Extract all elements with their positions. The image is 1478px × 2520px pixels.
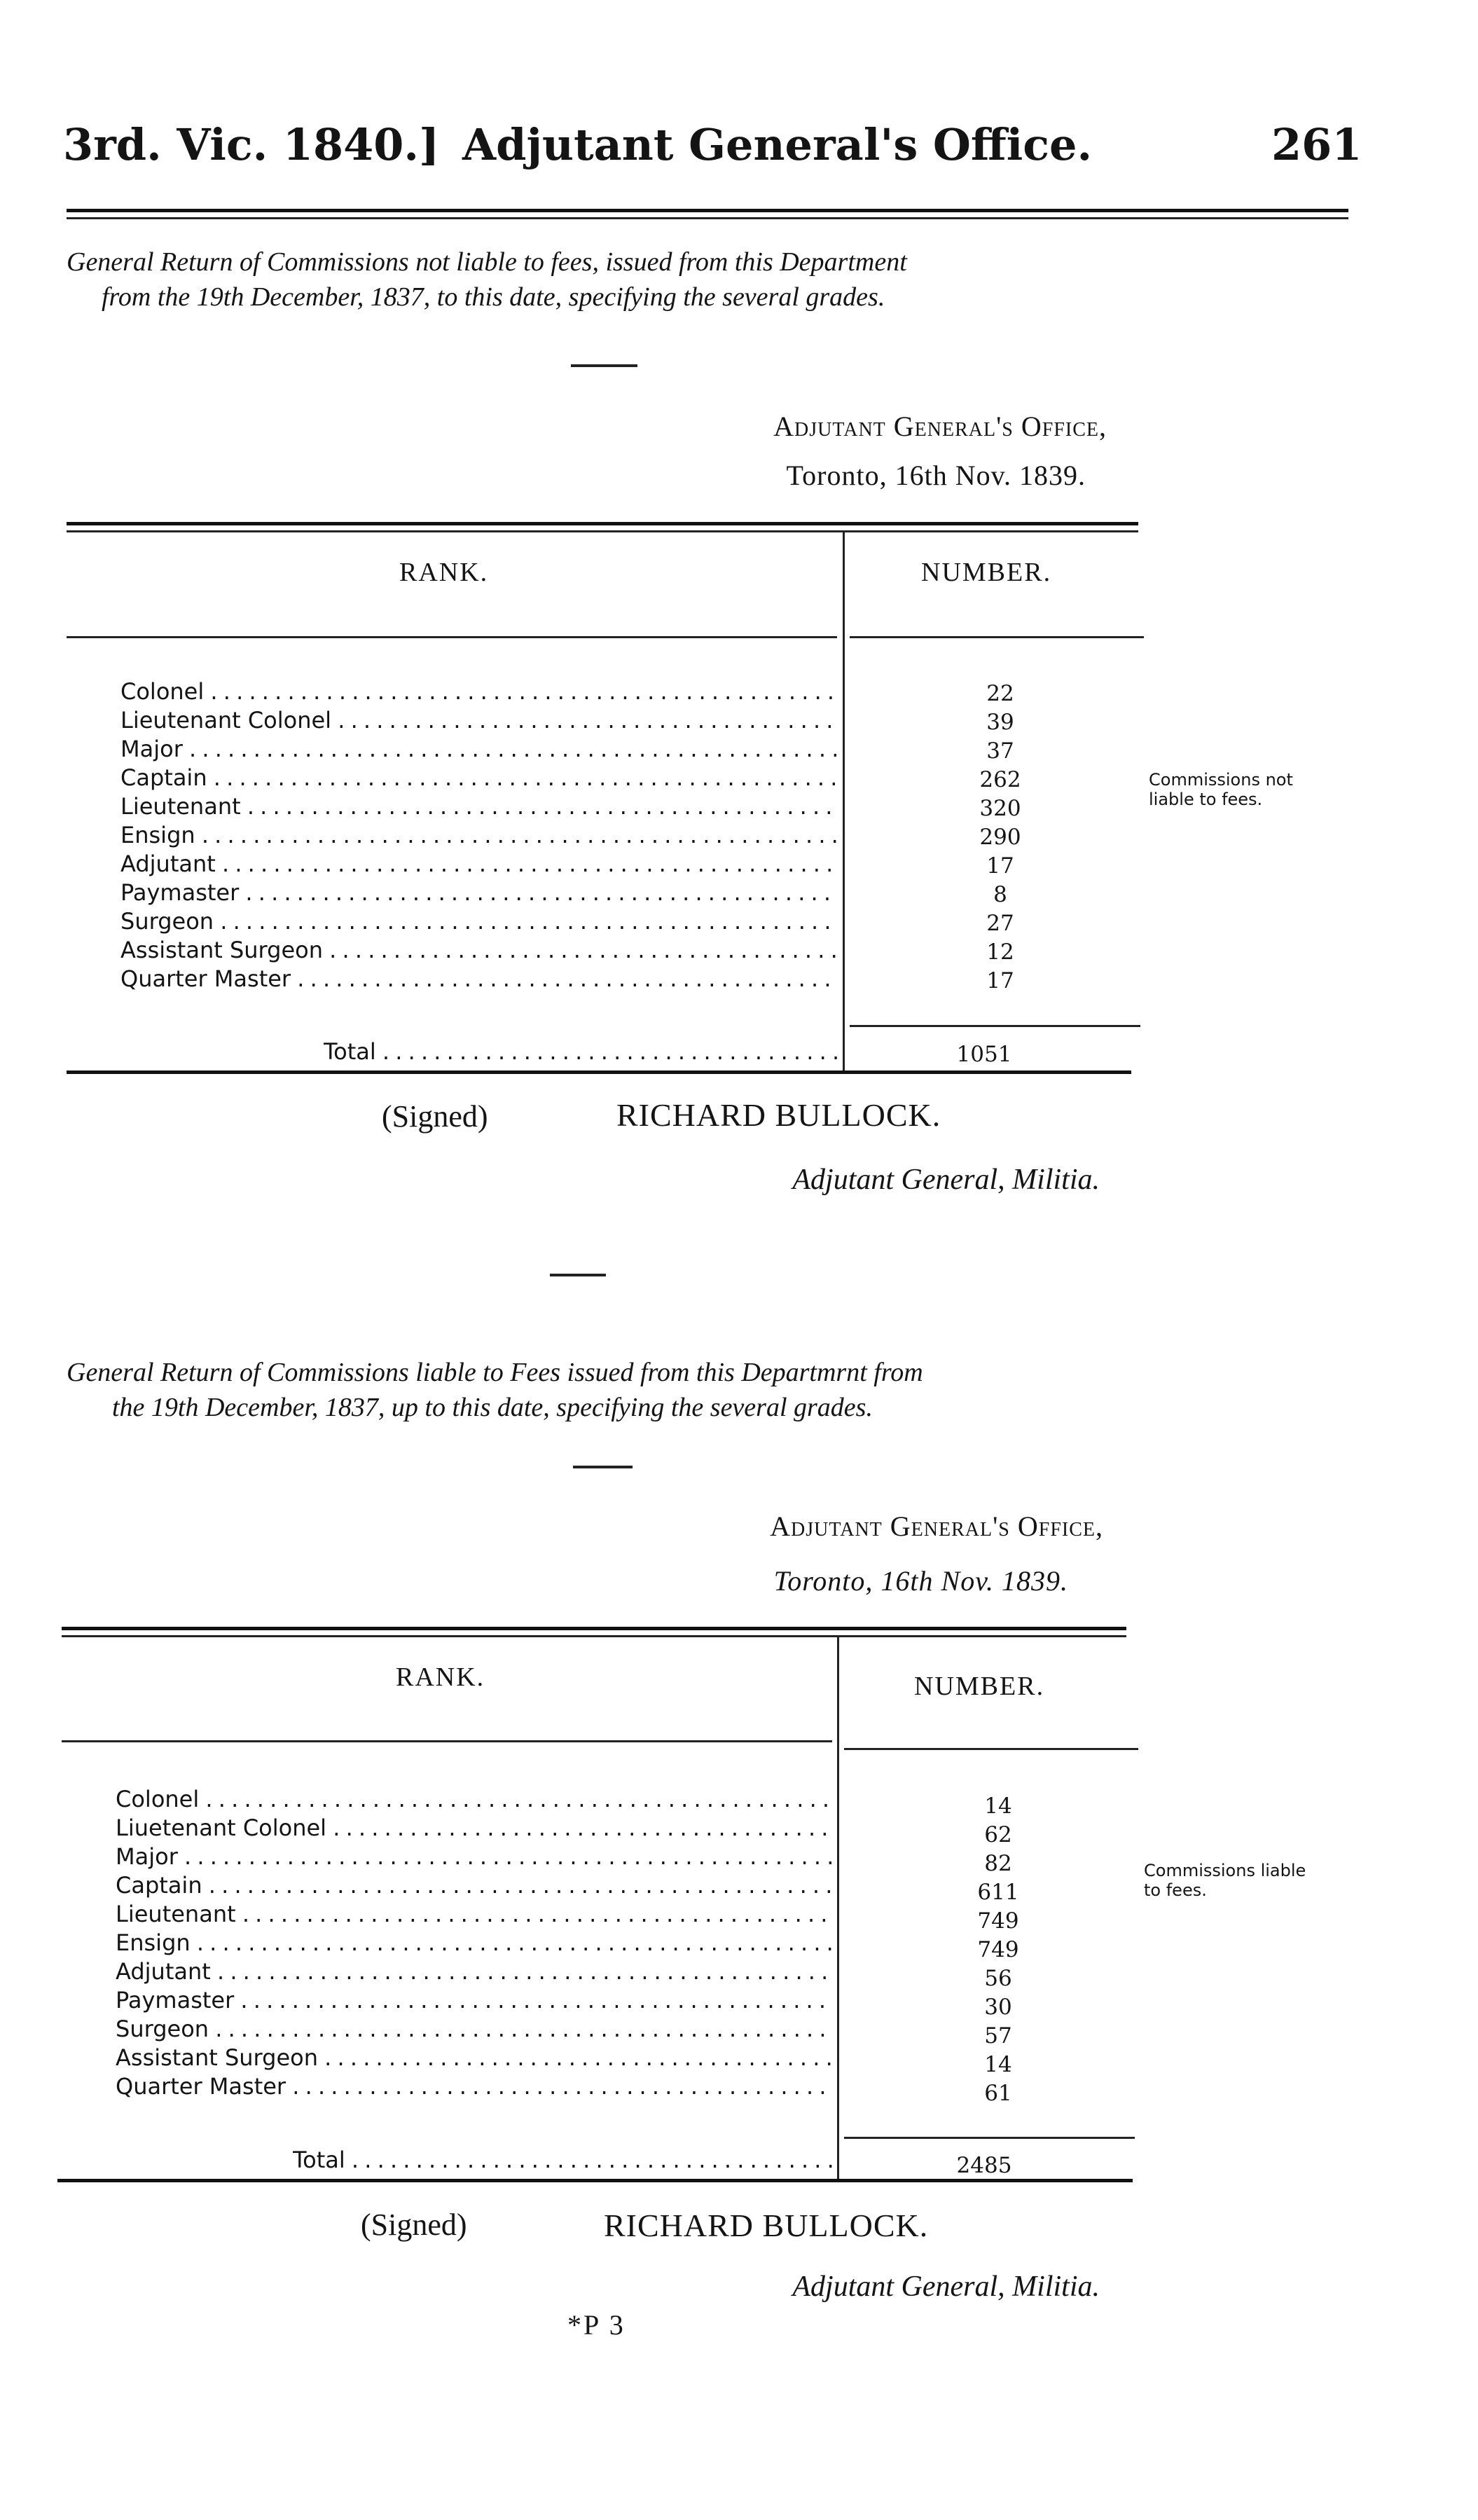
row-rank: Colonel . . . — [116, 1786, 834, 1812]
row-number: 611 — [977, 1880, 1019, 1905]
table-row — [120, 763, 838, 792]
table-row — [116, 1928, 834, 1957]
section-separator-dash — [550, 1274, 606, 1276]
page-number: 261 — [1271, 119, 1362, 170]
section2-signer: RICHARD BULLOCK. — [604, 2208, 929, 2243]
table-row — [120, 964, 838, 993]
section2-header-rule-left — [62, 1740, 832, 1742]
row-rank: Lieutenant Colonel . . . — [120, 707, 838, 734]
row-number: 749 — [977, 1908, 1019, 1934]
table-row — [116, 2072, 834, 2101]
signature-mark: *P 3 — [567, 2309, 626, 2341]
table-row — [116, 2043, 834, 2072]
section1-total-value: 1051 — [956, 1042, 1012, 1067]
table-row — [120, 705, 838, 735]
section1-header-rule-right — [850, 636, 1144, 638]
section2-table-top-rule-thin — [62, 1635, 1126, 1637]
row-rank: Lieutenant . . . — [120, 793, 838, 820]
header-rule-thick — [67, 209, 1348, 212]
section1-total-rule — [850, 1025, 1140, 1027]
section2-side-note-line2: to fees. — [1144, 1880, 1207, 1900]
row-rank: Captain . . . — [120, 764, 838, 791]
row-rank: Surgeon . . . — [120, 908, 838, 935]
section2-header-rule-right — [844, 1748, 1138, 1750]
section2-rank-header: RANK. — [396, 1662, 485, 1692]
section2-signer-title: Adjutant General, Militia. — [792, 2271, 1100, 2303]
row-number: 61 — [984, 2081, 1012, 2106]
row-rank: Major . . . — [116, 1843, 834, 1870]
section1-place-date: Toronto, 16th Nov. 1839. — [786, 460, 1086, 491]
row-rank: Colonel . . . — [120, 678, 838, 705]
table-row — [116, 1899, 834, 1929]
section2-place-date: Toronto, 16th Nov. 1839. — [773, 1565, 1068, 1597]
table-row — [116, 1784, 834, 1814]
row-number: 14 — [984, 1793, 1012, 1819]
row-number: 12 — [986, 939, 1014, 965]
section2-total-row — [293, 2145, 834, 2175]
row-rank: Liuetenant Colonel . . . — [116, 1815, 834, 1841]
table-row — [120, 677, 838, 706]
total-label: Total . . . — [293, 2147, 834, 2173]
running-head-left: 3rd. Vic. 1840.] — [63, 119, 440, 170]
row-rank: Captain . . . — [116, 1872, 834, 1899]
section1-header-rule-left — [67, 636, 837, 638]
row-rank: Quarter Master . . . — [120, 965, 838, 992]
section1-side-note-line1: Commissions not — [1149, 770, 1293, 790]
section1-number-header: NUMBER. — [921, 558, 1052, 587]
section2-separator-dash — [573, 1466, 633, 1468]
running-head-title: Adjutant General's Office. — [462, 119, 1093, 170]
row-number: 17 — [986, 853, 1014, 879]
row-number: 56 — [984, 1966, 1012, 1991]
table-row — [120, 792, 838, 821]
row-rank: Paymaster . . . — [116, 1987, 834, 2013]
section2-table-top-rule — [62, 1627, 1126, 1630]
section1-office: Adjutant General's Office, — [773, 411, 1107, 442]
row-rank: Major . . . — [120, 736, 838, 762]
section1-table-top-rule — [67, 522, 1138, 525]
table-row — [116, 1813, 834, 1843]
section1-signer-title: Adjutant General, Militia. — [792, 1164, 1100, 1196]
row-number: 39 — [986, 710, 1014, 735]
row-number: 320 — [979, 796, 1021, 821]
table-row — [116, 1871, 834, 1900]
row-rank: Paymaster . . . — [120, 879, 838, 906]
section2-total-value: 2485 — [956, 2153, 1012, 2178]
section1-signer: RICHARD BULLOCK. — [616, 1097, 941, 1133]
row-rank: Adjutant . . . — [116, 1958, 834, 1985]
section1-column-divider — [843, 532, 845, 1072]
section1-total-row — [324, 1037, 838, 1066]
table-row — [120, 935, 838, 965]
table-row — [120, 820, 838, 850]
section2-column-divider — [837, 1637, 839, 2179]
row-number: 62 — [984, 1822, 1012, 1847]
section2-intro-line1: General Return of Commissions liable to Fees issued from this Departmrnt from — [67, 1358, 923, 1387]
table-row — [120, 849, 838, 879]
table-row — [120, 734, 838, 764]
section1-signed: (Signed) — [382, 1099, 488, 1134]
section1-rank-header: RANK. — [399, 558, 489, 587]
section2-total-rule — [844, 2137, 1135, 2139]
section1-intro-line2: from the 19th December, 1837, to this date, specifying the several grades. — [102, 282, 885, 312]
row-number: 37 — [986, 738, 1014, 764]
table-row — [116, 1985, 834, 2015]
row-rank: Quarter Master . . . — [116, 2073, 834, 2100]
row-number: 17 — [986, 968, 1014, 993]
section2-intro-line2: the 19th December, 1837, up to this date, specifying the several grades. — [112, 1393, 873, 1422]
section2-side-note-line1: Commissions liable — [1144, 1861, 1306, 1880]
section2-bottom-rule — [57, 2179, 1133, 2182]
table-row — [120, 907, 838, 936]
row-number: 290 — [979, 825, 1021, 850]
section2-office: Adjutant General's Office, — [770, 1510, 1103, 1542]
row-rank: Assistant Surgeon . . . — [120, 937, 838, 963]
row-number: 27 — [986, 911, 1014, 936]
row-number: 30 — [984, 1995, 1012, 2020]
section1-separator-dash — [571, 364, 637, 367]
row-number: 262 — [979, 767, 1021, 792]
row-number: 57 — [984, 2023, 1012, 2049]
row-rank: Ensign . . . — [116, 1929, 834, 1956]
section1-intro-line1: General Return of Commissions not liable to fees, issued from this Department — [67, 247, 907, 277]
section1-table-top-rule-thin — [67, 530, 1138, 532]
row-rank: Lieutenant . . . — [116, 1901, 834, 1927]
row-number: 22 — [986, 681, 1014, 706]
table-row — [120, 878, 838, 907]
row-number: 8 — [993, 882, 1007, 907]
total-label: Total . . . — [324, 1038, 838, 1065]
row-rank: Adjutant . . . — [120, 851, 838, 877]
row-rank: Ensign . . . — [120, 822, 838, 848]
section1-bottom-rule — [67, 1070, 1131, 1074]
section1-side-note-line2: liable to fees. — [1149, 790, 1263, 809]
row-rank: Assistant Surgeon . . . — [116, 2044, 834, 2071]
header-rule-thin — [67, 217, 1348, 219]
row-rank: Surgeon . . . — [116, 2016, 834, 2042]
table-row — [116, 1842, 834, 1871]
table-row — [116, 2014, 834, 2044]
table-row — [116, 1957, 834, 1986]
section2-number-header: NUMBER. — [914, 1672, 1045, 1701]
row-number: 14 — [984, 2052, 1012, 2077]
row-number: 749 — [977, 1937, 1019, 1962]
row-number: 82 — [984, 1851, 1012, 1876]
section2-signed: (Signed) — [361, 2208, 467, 2242]
